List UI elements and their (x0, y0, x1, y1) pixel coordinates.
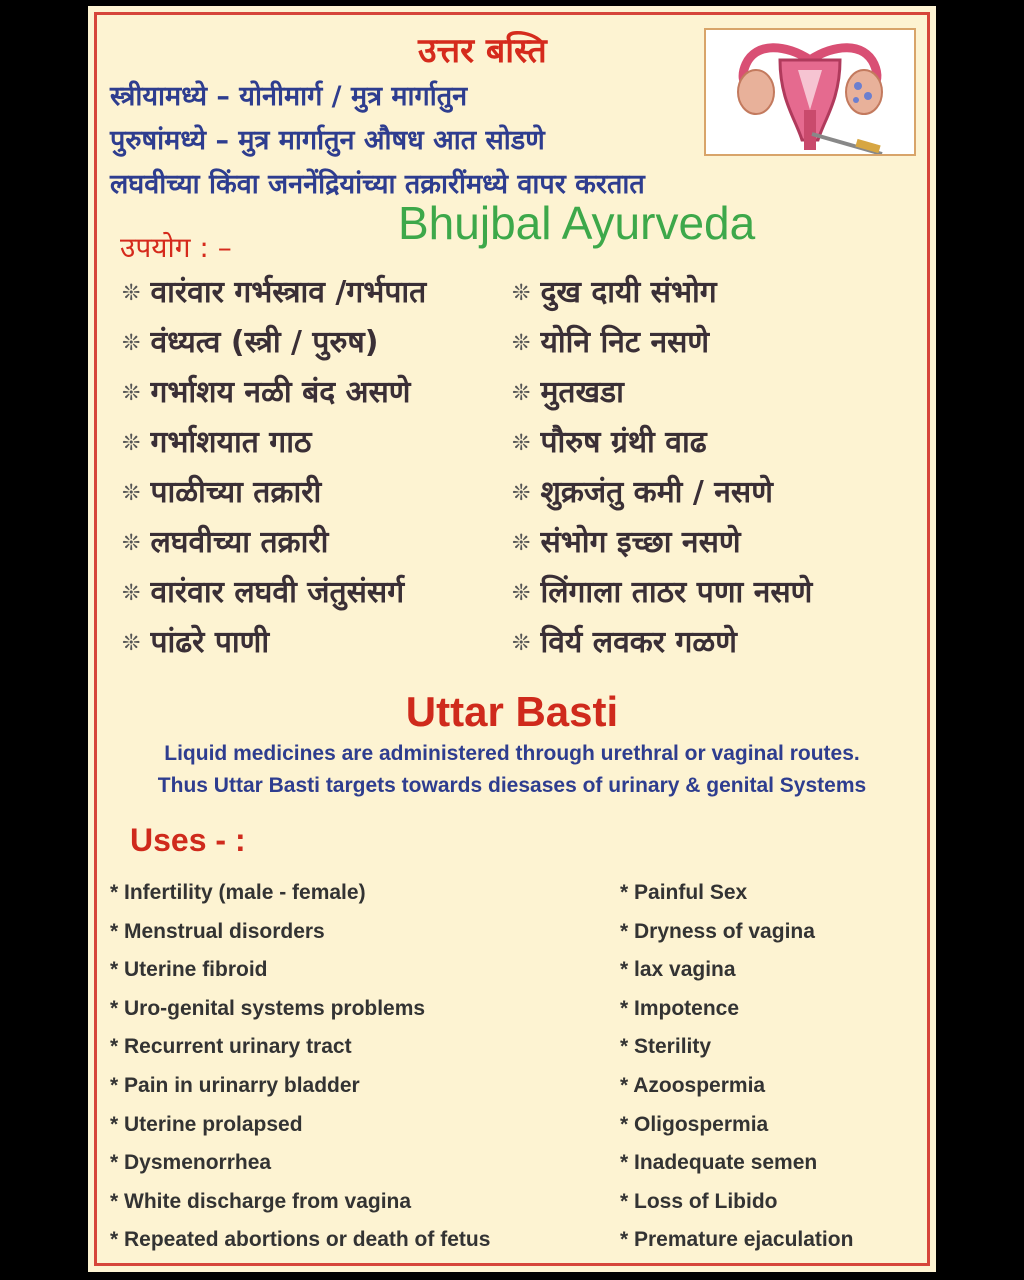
english-uses-heading: Uses - : (130, 822, 246, 858)
list-item: ❊ वारंवार गर्भस्त्राव /गर्भपात (122, 275, 427, 310)
list-item: * Impotence (620, 996, 740, 1020)
list-item: ❊ विर्य लवकर गळणे (512, 625, 737, 660)
bullet-star-icon: ❊ (512, 480, 531, 506)
bullet-star-icon: ❊ (512, 630, 531, 656)
english-uses-left-column (110, 874, 490, 1260)
list-item: ❊ वारंवार लघवी जंतुसंसर्ग (122, 575, 405, 610)
list-item: ❊ योनि निट नसणे (512, 325, 710, 360)
english-uses-right-column (620, 874, 853, 1260)
list-item: ❊ लिंगाला ताठर पणा नसणे (512, 575, 813, 610)
bullet-star-icon: ❊ (512, 330, 531, 356)
uterus-icon (706, 30, 914, 154)
list-item: * Painful Sex (620, 881, 748, 904)
list-item: ❊ पांढरे पाणी (122, 625, 270, 660)
list-item: ❊ मुतखडा (512, 375, 624, 410)
list-item: * Sterility (620, 1035, 712, 1059)
list-item: ❊ शुक्रजंतु कमी / नसणे (512, 475, 773, 510)
list-item: * Azoospermia (620, 1073, 766, 1097)
list-item: * Uterine prolapsed (110, 1112, 303, 1136)
bullet-star-icon: ❊ (122, 330, 141, 356)
list-item: ❊ पाळीच्या तक्रारी (122, 475, 322, 510)
list-item: ❊ संभोग इच्छा नसणे (512, 525, 741, 560)
list-item: * Recurrent urinary tract (110, 1035, 352, 1059)
list-item: ❊ गर्भाशयात गाठ (122, 425, 312, 460)
list-item: ❊ गर्भाशय नळी बंद असणे (122, 375, 411, 410)
list-item: * Pain in urinarry bladder (110, 1073, 360, 1097)
description-line-2: Thus Uttar Basti targets towards diesases of urinary & genital Systems (157, 774, 867, 797)
list-item: * White discharge from vagina (110, 1189, 412, 1213)
list-item: * Infertility (male - female) (110, 881, 366, 904)
bullet-star-icon: ❊ (122, 630, 141, 656)
bullet-star-icon: ❊ (512, 380, 531, 406)
english-title: Uttar Basti (405, 688, 619, 735)
poster (88, 6, 936, 1272)
bullet-star-icon: ❊ (122, 430, 141, 456)
list-item: * Dryness of vagina (620, 919, 815, 943)
brand-name: Bhujbal Ayurveda (398, 197, 756, 249)
marathi-uses-left-column (122, 268, 426, 668)
bullet-star-icon: ❊ (512, 430, 531, 456)
bullet-star-icon: ❊ (122, 280, 141, 306)
marathi-title: उत्तर बस्ति (418, 31, 547, 71)
bullet-star-icon: ❊ (122, 480, 141, 506)
bullet-star-icon: ❊ (512, 280, 531, 306)
intro-line-men: पुरुषांमध्ये – मुत्र मार्गातुन औषध आत सोडणे (110, 125, 545, 156)
list-item: * Repeated abortions or death of fetus (110, 1228, 491, 1252)
list-item: * Premature ejaculation (620, 1228, 854, 1252)
list-item: ❊ दुख दायी संभोग (512, 275, 717, 310)
list-item: * Uterine fibroid (110, 958, 268, 982)
list-item: * Inadequate semen (620, 1151, 818, 1175)
marathi-uses-right-column (512, 268, 812, 668)
bullet-star-icon: ❊ (122, 530, 141, 556)
list-item: * Loss of Libido (620, 1189, 778, 1213)
description-line-1: Liquid medicines are administered through urethral or vaginal routes. (164, 742, 860, 765)
list-item: ❊ लघवीच्या तक्रारी (122, 525, 329, 560)
bullet-star-icon: ❊ (512, 580, 531, 606)
bullet-star-icon: ❊ (512, 530, 531, 556)
list-item: * Menstrual disorders (110, 919, 325, 943)
list-item: ❊ वंध्यत्व (स्त्री / पुरुष) (122, 325, 379, 360)
list-item: * Uro-genital systems problems (110, 996, 426, 1020)
list-item: * Oligospermia (620, 1112, 769, 1136)
bullet-star-icon: ❊ (122, 580, 141, 606)
marathi-uses-heading: उपयोग : – (120, 231, 232, 264)
uterus-illustration (704, 28, 916, 156)
intro-line-usage: लघवीच्या किंवा जननेंद्रियांच्या तक्रारींमध्ये वापर करतात (110, 169, 645, 200)
list-item: * Dysmenorrhea (110, 1151, 272, 1175)
bullet-star-icon: ❊ (122, 380, 141, 406)
list-item: * lax vagina (620, 958, 736, 982)
intro-line-women: स्त्रीयामध्ये – योनीमार्ग / मुत्र मार्गातुन (110, 81, 468, 112)
list-item: ❊ पौरुष ग्रंथी वाढ (512, 425, 707, 460)
